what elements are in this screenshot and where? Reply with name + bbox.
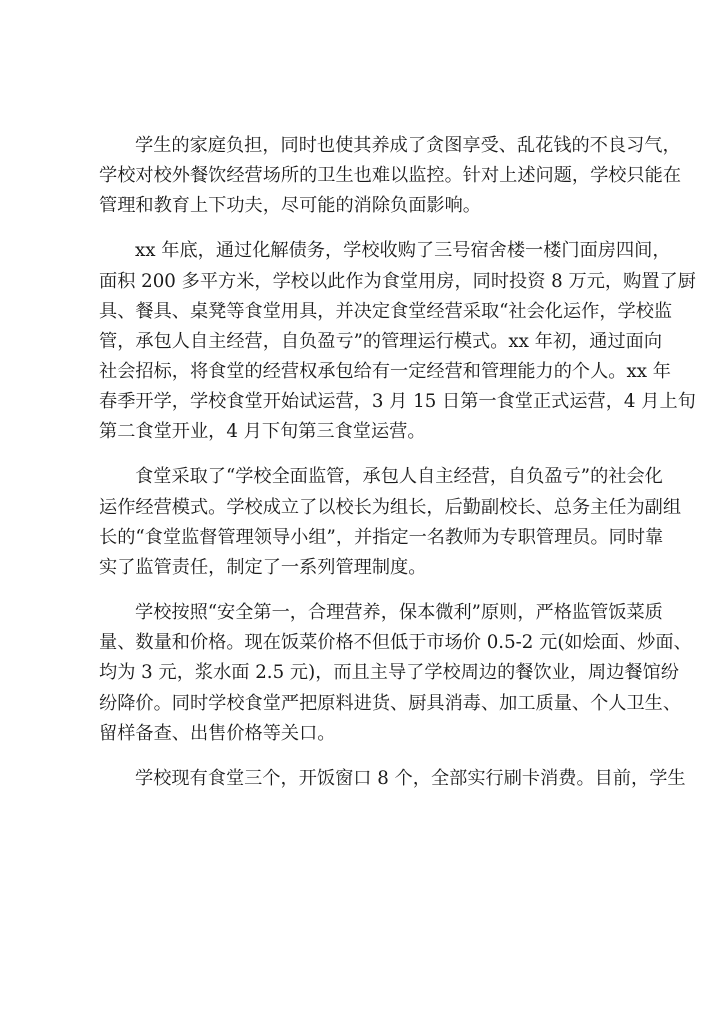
paragraph-3 bbox=[99, 462, 682, 583]
paragraph-line: 管，承包人自主经营，自负盈亏”的管理运行模式。xx 年初，通过面向 bbox=[99, 330, 663, 352]
paragraph-line: 面积 200 多平方米，学校以此作为食堂用房，同时投资 8 万元，购置了厨 bbox=[99, 270, 696, 292]
paragraph-line: 学校现有食堂三个，开饭窗口 8 个，全部实行刷卡消费。目前，学生 bbox=[135, 767, 686, 789]
paragraph-line: 第二食堂开业，4 月下旬第三食堂运营。 bbox=[99, 421, 426, 443]
paragraph-line: 学生的家庭负担，同时也使其养成了贪图享受、乱花钱的不良习气， bbox=[135, 135, 681, 156]
paragraph-5 bbox=[99, 764, 686, 794]
paragraph-line: 量、数量和价格。现在饭菜价格不但低于市场价 0.5-2 元(如烩面、炒面、 bbox=[99, 632, 692, 654]
paragraph-1 bbox=[99, 131, 682, 222]
paragraph-line: 学校按照“安全第一，合理营养，保本微利”原则，严格监管饭菜质 bbox=[135, 602, 663, 624]
paragraph-line: 实了监管责任，制定了一系列管理制度。 bbox=[99, 557, 427, 579]
paragraph-line: 春季开学，学校食堂开始试运营，3 月 15 日第一食堂正式运营，4 月上旬 bbox=[99, 391, 696, 413]
paragraph-line: 食堂采取了“学校全面监管，承包人自主经营，自负盈亏”的社会化 bbox=[135, 466, 663, 488]
paragraph-line: 运作经营模式。学校成立了以校长为组长，后勤副校长、总务主任为副组 bbox=[99, 496, 682, 518]
body-text bbox=[99, 131, 696, 794]
paragraph-2 bbox=[99, 236, 696, 447]
paragraph-line: 社会招标，将食堂的经营权承包给有一定经营和管理能力的个人。xx 年 bbox=[99, 361, 671, 383]
paragraph-line: 管理和教育上下功夫，尽可能的消除负面影响。 bbox=[99, 195, 481, 217]
paragraph-line: 学校对校外餐饮经营场所的卫生也难以监控。针对上述问题，学校只能在 bbox=[99, 165, 682, 187]
paragraph-4 bbox=[99, 598, 692, 749]
paragraph-line: 留样备查、出售价格等关口。 bbox=[99, 722, 336, 744]
paragraph-line: 均为 3 元，浆水面 2.5 元)，而且主导了学校周边的餐饮业，周边餐馆纷 bbox=[99, 662, 679, 684]
paragraph-line: xx 年底，通过化解债务，学校收购了三号宿舍楼一楼门面房四间， bbox=[135, 240, 671, 262]
paragraph-line: 纷降价。同时学校食堂严把原料进货、厨具消毒、加工质量、个人卫生、 bbox=[99, 692, 682, 714]
paragraph-line: 长的“食堂监督管理领导小组”，并指定一名教师为专职管理员。同时靠 bbox=[99, 526, 664, 548]
paragraph-line: 具、餐具、桌凳等食堂用具，并决定食堂经营采取“社会化运作，学校监 bbox=[99, 300, 673, 322]
